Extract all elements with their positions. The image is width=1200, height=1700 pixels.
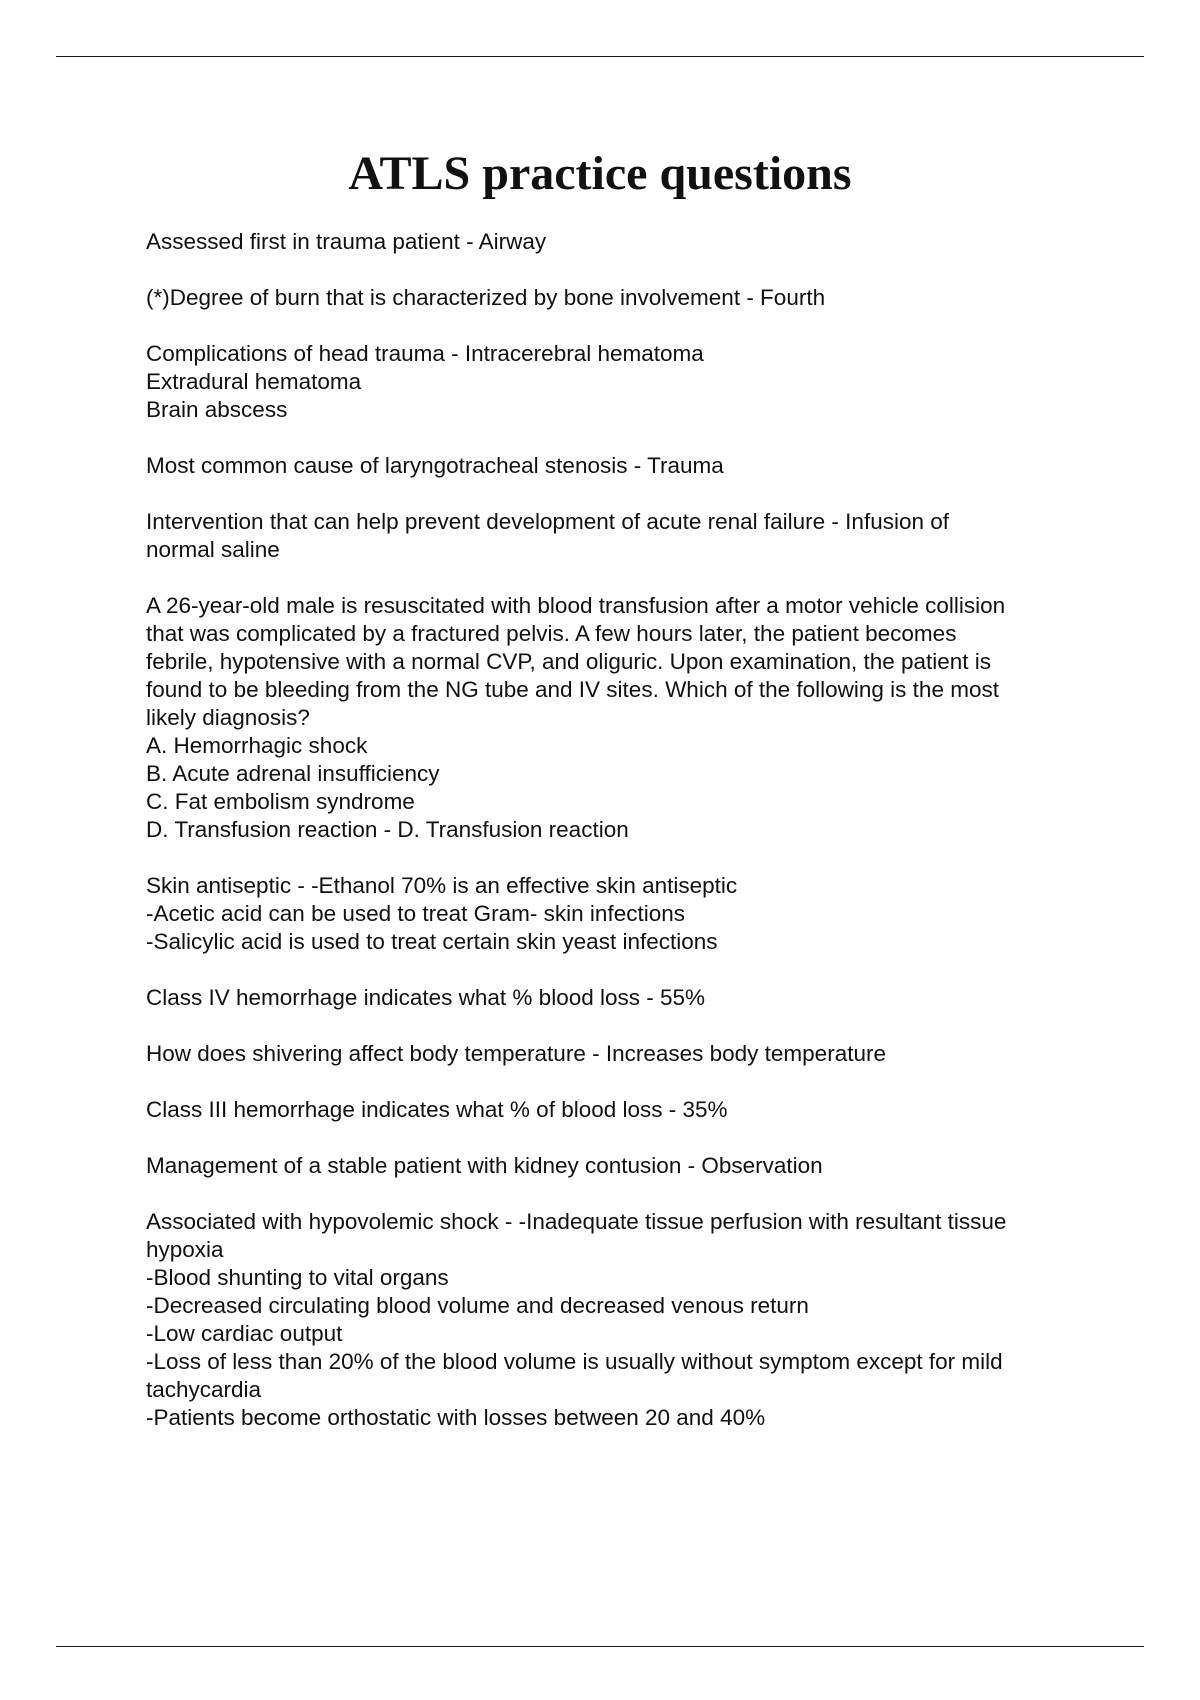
text-line: tachycardia [146,1377,262,1402]
text-line: normal saline [146,537,280,562]
qa-item [146,340,1086,424]
text-line: likely diagnosis? [146,705,310,730]
text-line: -Loss of less than 20% of the blood volume is usually without symptom except for mild [146,1349,1003,1374]
text-line: Extradural hematoma [146,369,362,394]
text-line: Class III hemorrhage indicates what % of blood loss - 35% [146,1097,728,1122]
qa-item [146,284,1086,312]
qa-item [146,1152,1086,1180]
text-line: Associated with hypovolemic shock - -Inadequate tissue perfusion with resultant tissue [146,1209,1007,1234]
text-line: A 26-year-old male is resuscitated with blood transfusion after a motor vehicle collision [146,593,1006,618]
text-line: Class IV hemorrhage indicates what % blood loss - 55% [146,985,706,1010]
answer-option: A. Hemorrhagic shock [146,733,368,758]
qa-item [146,452,1086,480]
top-rule [56,56,1144,57]
qa-item [146,1040,1086,1068]
text-line: that was complicated by a fractured pelvis. A few hours later, the patient becomes [146,621,957,646]
text-line: -Salicylic acid is used to treat certain skin yeast infections [146,929,718,954]
text-line: How does shivering affect body temperature - Increases body temperature [146,1041,886,1066]
qa-item [146,508,1086,564]
text-line: febrile, hypotensive with a normal CVP, and oliguric. Upon examination, the patient is [146,649,992,674]
text-line: found to be bleeding from the NG tube and IV sites. Which of the following is the most [146,677,999,702]
text-line: -Decreased circulating blood volume and decreased venous return [146,1293,809,1318]
text-line: -Acetic acid can be used to treat Gram- skin infections [146,901,685,926]
text-line: hypoxia [146,1237,224,1262]
qa-item [146,1208,1086,1432]
text-line: Skin antiseptic - -Ethanol 70% is an effective skin antiseptic [146,873,738,898]
text-line: Management of a stable patient with kidney contusion - Observation [146,1153,823,1178]
text-line: (*)Degree of burn that is characterized by bone involvement - Fourth [146,285,826,310]
qa-item [146,984,1086,1012]
answer-option: D. Transfusion reaction - D. Transfusion reaction [146,817,629,842]
text-line: -Low cardiac output [146,1321,343,1346]
qa-item [146,872,1086,956]
text-line: -Blood shunting to vital organs [146,1265,449,1290]
text-line: Brain abscess [146,397,288,422]
text-line: Intervention that can help prevent development of acute renal failure - Infusion of [146,509,950,534]
text-line: Most common cause of laryngotracheal stenosis - Trauma [146,453,724,478]
text-line: Complications of head trauma - Intracerebral hematoma [146,341,704,366]
qa-item [146,228,1086,256]
answer-option: B. Acute adrenal insufficiency [146,761,440,786]
qa-item [146,1096,1086,1124]
text-line: -Patients become orthostatic with losses between 20 and 40% [146,1405,766,1430]
page-title: ATLS practice questions [348,147,852,200]
bottom-rule [56,1646,1144,1647]
qa-item [146,592,1086,844]
question-list [146,228,1086,1460]
answer-option: C. Fat embolism syndrome [146,789,415,814]
text-line: Assessed first in trauma patient - Airway [146,229,547,254]
